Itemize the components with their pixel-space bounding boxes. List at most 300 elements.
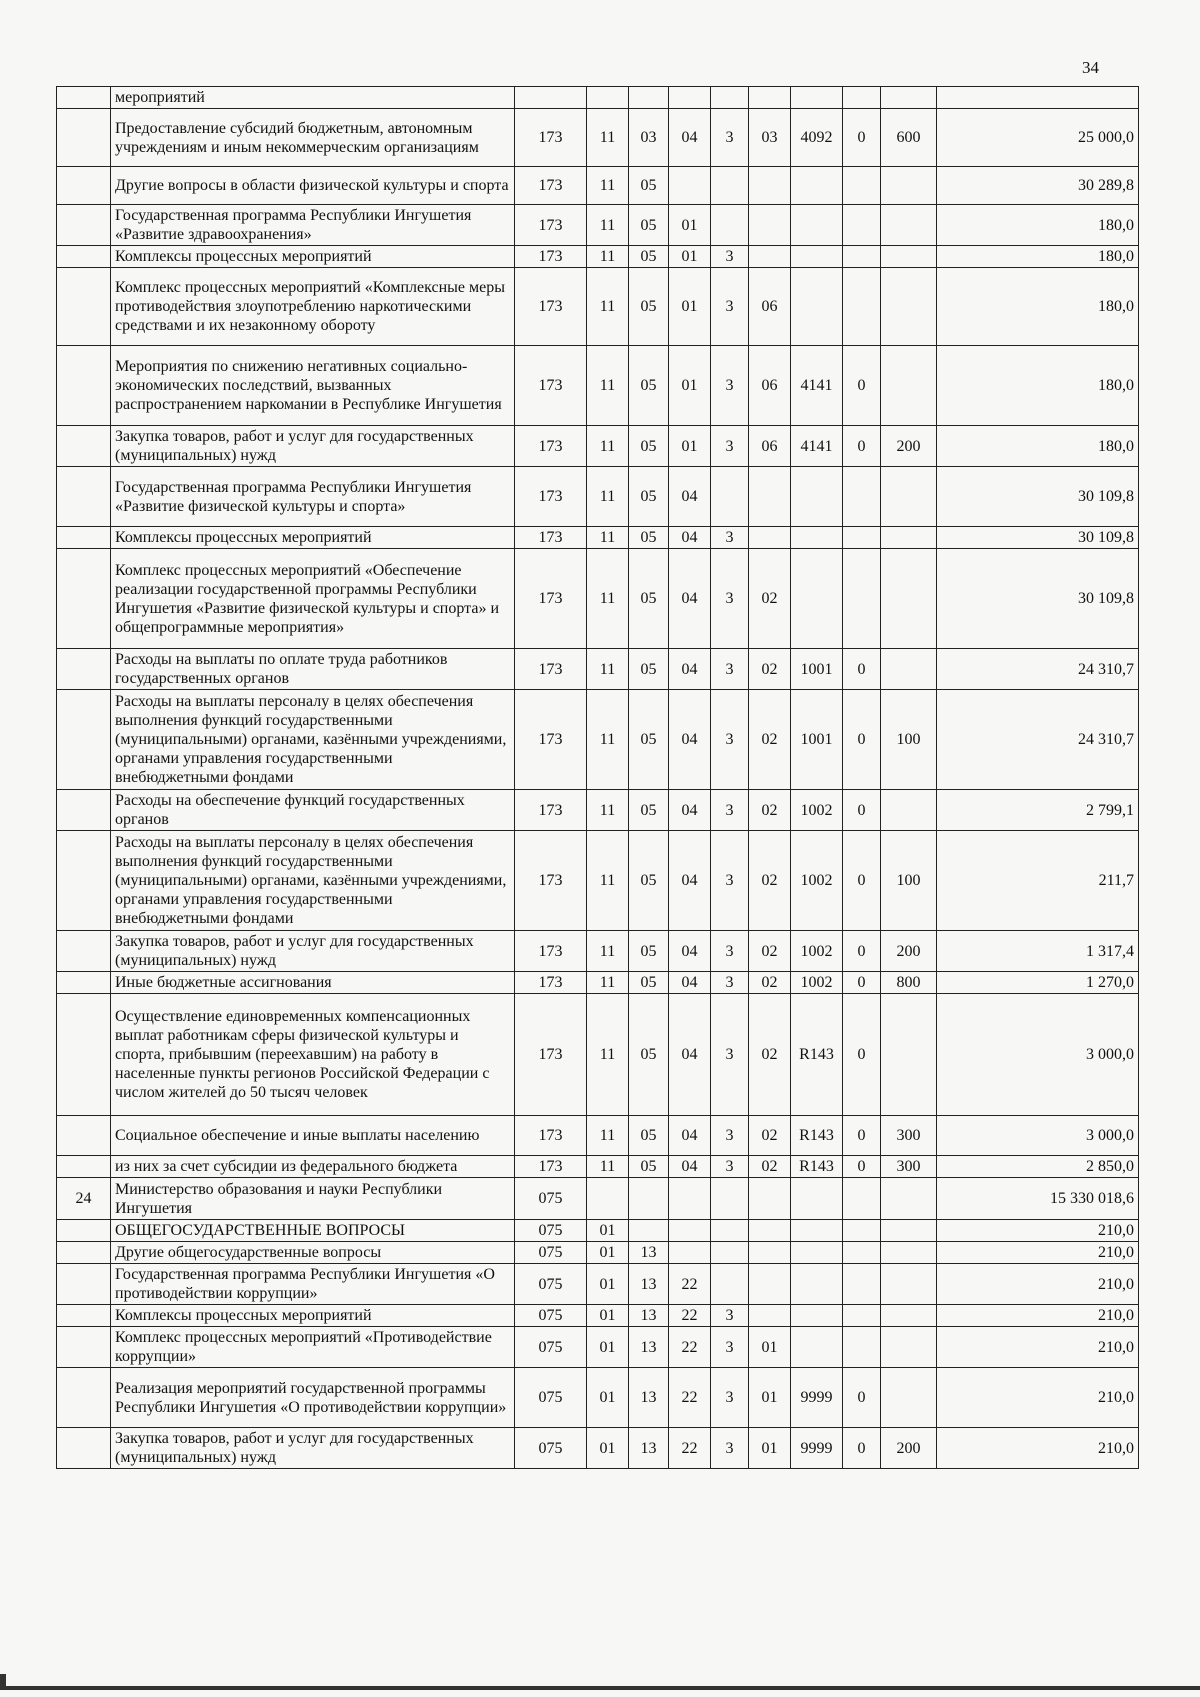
code-subsection-cell: 13 bbox=[629, 1428, 669, 1469]
code-direction-cell bbox=[791, 1242, 843, 1264]
code-subsection-cell: 05 bbox=[629, 1116, 669, 1156]
code-section-cell: 11 bbox=[587, 346, 629, 426]
amount-cell: 30 289,8 bbox=[937, 167, 1139, 205]
table-row bbox=[57, 931, 1139, 972]
code-complex-cell: 02 bbox=[749, 1156, 791, 1178]
code-expense-type-cell: 200 bbox=[881, 1428, 937, 1469]
code-type-cell: 3 bbox=[711, 1428, 749, 1469]
code-extra-cell: 0 bbox=[843, 649, 881, 690]
code-expense-type-cell bbox=[881, 549, 937, 649]
code-type-cell: 3 bbox=[711, 527, 749, 549]
code-extra-cell bbox=[843, 87, 881, 109]
code-subsection-cell bbox=[629, 1178, 669, 1220]
code-complex-cell bbox=[749, 87, 791, 109]
code-direction-cell: 1001 bbox=[791, 649, 843, 690]
code-program-cell: 04 bbox=[669, 109, 711, 167]
code-ministry-cell: 075 bbox=[515, 1242, 587, 1264]
code-subsection-cell: 05 bbox=[629, 931, 669, 972]
code-expense-type-cell bbox=[881, 527, 937, 549]
code-direction-cell: R143 bbox=[791, 1116, 843, 1156]
amount-cell: 30 109,8 bbox=[937, 527, 1139, 549]
row-number-cell bbox=[57, 690, 111, 790]
code-extra-cell bbox=[843, 205, 881, 246]
code-direction-cell bbox=[791, 205, 843, 246]
code-complex-cell: 02 bbox=[749, 1116, 791, 1156]
code-direction-cell: 9999 bbox=[791, 1368, 843, 1428]
code-extra-cell: 0 bbox=[843, 1368, 881, 1428]
table-row bbox=[57, 109, 1139, 167]
code-extra-cell bbox=[843, 268, 881, 346]
row-number-cell bbox=[57, 268, 111, 346]
code-type-cell: 3 bbox=[711, 831, 749, 931]
code-extra-cell: 0 bbox=[843, 1156, 881, 1178]
row-number-cell bbox=[57, 994, 111, 1116]
item-name-cell: Комплекс процессных мероприятий «Обеспечение реализации государственной программы Республики Ингушетия «Развитие физической культуры и спорта» и общепрограммные мероприятия» bbox=[111, 549, 515, 649]
code-section-cell: 11 bbox=[587, 972, 629, 994]
page-number: 34 bbox=[1082, 58, 1099, 77]
code-subsection-cell: 13 bbox=[629, 1242, 669, 1264]
code-expense-type-cell: 100 bbox=[881, 690, 937, 790]
row-number-cell bbox=[57, 1327, 111, 1368]
code-subsection-cell: 05 bbox=[629, 690, 669, 790]
code-ministry-cell: 075 bbox=[515, 1220, 587, 1242]
code-ministry-cell: 173 bbox=[515, 167, 587, 205]
code-expense-type-cell bbox=[881, 649, 937, 690]
code-extra-cell bbox=[843, 167, 881, 205]
table-row bbox=[57, 649, 1139, 690]
code-extra-cell bbox=[843, 527, 881, 549]
code-ministry-cell: 173 bbox=[515, 549, 587, 649]
code-subsection-cell: 05 bbox=[629, 649, 669, 690]
code-expense-type-cell bbox=[881, 1327, 937, 1368]
code-type-cell bbox=[711, 1178, 749, 1220]
item-name-cell: ОБЩЕГОСУДАРСТВЕННЫЕ ВОПРОСЫ bbox=[111, 1220, 515, 1242]
code-type-cell: 3 bbox=[711, 690, 749, 790]
code-program-cell: 04 bbox=[669, 831, 711, 931]
code-section-cell: 11 bbox=[587, 931, 629, 972]
code-subsection-cell: 05 bbox=[629, 205, 669, 246]
code-program-cell: 04 bbox=[669, 931, 711, 972]
amount-cell: 1 317,4 bbox=[937, 931, 1139, 972]
item-name-cell: Расходы на обеспечение функций государственных органов bbox=[111, 790, 515, 831]
row-number-cell bbox=[57, 931, 111, 972]
table-row bbox=[57, 1264, 1139, 1305]
row-number-cell bbox=[57, 1220, 111, 1242]
code-program-cell bbox=[669, 167, 711, 205]
code-extra-cell bbox=[843, 549, 881, 649]
code-type-cell: 3 bbox=[711, 649, 749, 690]
amount-cell: 30 109,8 bbox=[937, 549, 1139, 649]
code-complex-cell: 06 bbox=[749, 268, 791, 346]
table-row bbox=[57, 1156, 1139, 1178]
code-extra-cell bbox=[843, 1178, 881, 1220]
code-type-cell bbox=[711, 1264, 749, 1305]
code-expense-type-cell bbox=[881, 1220, 937, 1242]
item-name-cell: Государственная программа Республики Ингушетия «О противодействии коррупции» bbox=[111, 1264, 515, 1305]
amount-cell: 180,0 bbox=[937, 426, 1139, 467]
amount-cell: 3 000,0 bbox=[937, 994, 1139, 1116]
table-row bbox=[57, 1116, 1139, 1156]
table-row bbox=[57, 1242, 1139, 1264]
code-ministry-cell: 173 bbox=[515, 527, 587, 549]
code-complex-cell: 02 bbox=[749, 994, 791, 1116]
code-direction-cell bbox=[791, 246, 843, 268]
code-subsection-cell: 05 bbox=[629, 972, 669, 994]
code-section-cell: 11 bbox=[587, 527, 629, 549]
code-complex-cell bbox=[749, 205, 791, 246]
code-subsection-cell: 05 bbox=[629, 268, 669, 346]
code-subsection-cell bbox=[629, 1220, 669, 1242]
table-row bbox=[57, 1305, 1139, 1327]
item-name-cell: Закупка товаров, работ и услуг для государственных (муниципальных) нужд bbox=[111, 1428, 515, 1469]
code-section-cell: 01 bbox=[587, 1368, 629, 1428]
code-direction-cell bbox=[791, 1220, 843, 1242]
table-row bbox=[57, 690, 1139, 790]
item-name-cell: Другие общегосударственные вопросы bbox=[111, 1242, 515, 1264]
row-number-cell: 24 bbox=[57, 1178, 111, 1220]
code-direction-cell: 1001 bbox=[791, 690, 843, 790]
code-expense-type-cell: 200 bbox=[881, 931, 937, 972]
code-expense-type-cell bbox=[881, 1178, 937, 1220]
code-ministry-cell: 173 bbox=[515, 931, 587, 972]
code-type-cell bbox=[711, 1220, 749, 1242]
item-name-cell: Предоставление субсидий бюджетным, автономным учреждениям и иным некоммерческим организациям bbox=[111, 109, 515, 167]
code-section-cell: 01 bbox=[587, 1327, 629, 1368]
code-direction-cell: 1002 bbox=[791, 831, 843, 931]
code-direction-cell: R143 bbox=[791, 994, 843, 1116]
code-subsection-cell: 05 bbox=[629, 790, 669, 831]
amount-cell: 210,0 bbox=[937, 1242, 1139, 1264]
code-program-cell: 04 bbox=[669, 1156, 711, 1178]
code-program-cell: 04 bbox=[669, 972, 711, 994]
row-number-cell bbox=[57, 1116, 111, 1156]
code-program-cell bbox=[669, 1178, 711, 1220]
code-ministry-cell: 173 bbox=[515, 1116, 587, 1156]
code-complex-cell bbox=[749, 167, 791, 205]
code-section-cell: 11 bbox=[587, 268, 629, 346]
code-expense-type-cell bbox=[881, 1305, 937, 1327]
code-direction-cell bbox=[791, 167, 843, 205]
code-extra-cell bbox=[843, 1242, 881, 1264]
code-ministry-cell: 173 bbox=[515, 1156, 587, 1178]
item-name-cell: Министерство образования и науки Республики Ингушетия bbox=[111, 1178, 515, 1220]
item-name-cell: Расходы на выплаты персоналу в целях обеспечения выполнения функций государственными (муниципальными) органами, казёнными учреждениями, органами управления государственными внебюджетными фондами bbox=[111, 690, 515, 790]
code-program-cell: 04 bbox=[669, 527, 711, 549]
code-complex-cell: 06 bbox=[749, 346, 791, 426]
code-extra-cell: 0 bbox=[843, 1116, 881, 1156]
code-extra-cell: 0 bbox=[843, 972, 881, 994]
code-section-cell: 11 bbox=[587, 109, 629, 167]
code-section-cell: 11 bbox=[587, 205, 629, 246]
row-number-cell bbox=[57, 1428, 111, 1469]
code-direction-cell bbox=[791, 467, 843, 527]
code-ministry-cell: 173 bbox=[515, 790, 587, 831]
code-type-cell: 3 bbox=[711, 1368, 749, 1428]
code-section-cell: 01 bbox=[587, 1428, 629, 1469]
code-complex-cell: 02 bbox=[749, 931, 791, 972]
code-complex-cell bbox=[749, 1178, 791, 1220]
amount-cell: 3 000,0 bbox=[937, 1116, 1139, 1156]
code-direction-cell: 1002 bbox=[791, 972, 843, 994]
code-complex-cell: 01 bbox=[749, 1428, 791, 1469]
code-program-cell bbox=[669, 1220, 711, 1242]
code-subsection-cell: 05 bbox=[629, 1156, 669, 1178]
item-name-cell: Государственная программа Республики Ингушетия «Развитие здравоохранения» bbox=[111, 205, 515, 246]
amount-cell: 2 799,1 bbox=[937, 790, 1139, 831]
code-expense-type-cell bbox=[881, 1264, 937, 1305]
amount-cell: 210,0 bbox=[937, 1368, 1139, 1428]
code-type-cell: 3 bbox=[711, 1156, 749, 1178]
row-number-cell bbox=[57, 87, 111, 109]
code-ministry-cell: 173 bbox=[515, 972, 587, 994]
code-expense-type-cell: 100 bbox=[881, 831, 937, 931]
row-number-cell bbox=[57, 1264, 111, 1305]
code-extra-cell bbox=[843, 246, 881, 268]
code-direction-cell bbox=[791, 549, 843, 649]
code-complex-cell bbox=[749, 246, 791, 268]
code-program-cell: 01 bbox=[669, 246, 711, 268]
code-section-cell: 11 bbox=[587, 167, 629, 205]
code-extra-cell bbox=[843, 467, 881, 527]
code-program-cell: 22 bbox=[669, 1305, 711, 1327]
code-extra-cell bbox=[843, 1305, 881, 1327]
code-program-cell: 04 bbox=[669, 994, 711, 1116]
amount-cell: 210,0 bbox=[937, 1305, 1139, 1327]
code-program-cell: 04 bbox=[669, 690, 711, 790]
amount-cell: 211,7 bbox=[937, 831, 1139, 931]
code-section-cell: 11 bbox=[587, 994, 629, 1116]
code-section-cell: 01 bbox=[587, 1220, 629, 1242]
code-ministry-cell: 173 bbox=[515, 268, 587, 346]
row-number-cell bbox=[57, 246, 111, 268]
row-number-cell bbox=[57, 549, 111, 649]
code-subsection-cell: 05 bbox=[629, 246, 669, 268]
amount-cell: 180,0 bbox=[937, 246, 1139, 268]
code-ministry-cell: 173 bbox=[515, 649, 587, 690]
code-section-cell: 11 bbox=[587, 790, 629, 831]
code-extra-cell: 0 bbox=[843, 994, 881, 1116]
code-complex-cell: 02 bbox=[749, 649, 791, 690]
code-program-cell: 22 bbox=[669, 1428, 711, 1469]
code-type-cell: 3 bbox=[711, 549, 749, 649]
amount-cell: 210,0 bbox=[937, 1327, 1139, 1368]
code-complex-cell: 02 bbox=[749, 549, 791, 649]
code-program-cell: 04 bbox=[669, 467, 711, 527]
code-direction-cell bbox=[791, 1327, 843, 1368]
code-section-cell: 11 bbox=[587, 649, 629, 690]
code-ministry-cell: 075 bbox=[515, 1178, 587, 1220]
amount-cell: 24 310,7 bbox=[937, 649, 1139, 690]
code-extra-cell bbox=[843, 1264, 881, 1305]
code-expense-type-cell: 800 bbox=[881, 972, 937, 994]
code-ministry-cell: 075 bbox=[515, 1368, 587, 1428]
table-row bbox=[57, 426, 1139, 467]
code-section-cell: 01 bbox=[587, 1242, 629, 1264]
item-name-cell: Иные бюджетные ассигнования bbox=[111, 972, 515, 994]
table-row bbox=[57, 205, 1139, 246]
code-subsection-cell: 05 bbox=[629, 346, 669, 426]
code-ministry-cell: 173 bbox=[515, 690, 587, 790]
row-number-cell bbox=[57, 1305, 111, 1327]
code-complex-cell bbox=[749, 1220, 791, 1242]
table-row bbox=[57, 1327, 1139, 1368]
code-program-cell: 22 bbox=[669, 1368, 711, 1428]
code-ministry-cell: 173 bbox=[515, 346, 587, 426]
table-row bbox=[57, 87, 1139, 109]
code-type-cell: 3 bbox=[711, 268, 749, 346]
code-program-cell: 22 bbox=[669, 1327, 711, 1368]
amount-cell: 210,0 bbox=[937, 1428, 1139, 1469]
amount-cell: 24 310,7 bbox=[937, 690, 1139, 790]
code-direction-cell: 4092 bbox=[791, 109, 843, 167]
table-row bbox=[57, 467, 1139, 527]
item-name-cell: Комплекс процессных мероприятий «Комплексные меры противодействия злоупотреблению наркотическими средствами и их незаконному обороту bbox=[111, 268, 515, 346]
code-direction-cell bbox=[791, 1178, 843, 1220]
code-subsection-cell: 13 bbox=[629, 1264, 669, 1305]
code-ministry-cell: 173 bbox=[515, 246, 587, 268]
row-number-cell bbox=[57, 527, 111, 549]
code-extra-cell: 0 bbox=[843, 931, 881, 972]
code-complex-cell: 03 bbox=[749, 109, 791, 167]
code-ministry-cell: 075 bbox=[515, 1327, 587, 1368]
code-expense-type-cell bbox=[881, 205, 937, 246]
code-program-cell: 01 bbox=[669, 346, 711, 426]
code-subsection-cell: 05 bbox=[629, 831, 669, 931]
code-direction-cell bbox=[791, 268, 843, 346]
code-section-cell bbox=[587, 1178, 629, 1220]
code-program-cell bbox=[669, 87, 711, 109]
code-direction-cell: 4141 bbox=[791, 426, 843, 467]
row-number-cell bbox=[57, 205, 111, 246]
table-row bbox=[57, 1220, 1139, 1242]
code-ministry-cell: 173 bbox=[515, 205, 587, 246]
row-number-cell bbox=[57, 1156, 111, 1178]
code-extra-cell: 0 bbox=[843, 690, 881, 790]
code-type-cell bbox=[711, 1242, 749, 1264]
code-subsection-cell: 05 bbox=[629, 467, 669, 527]
code-subsection-cell: 13 bbox=[629, 1327, 669, 1368]
code-subsection-cell bbox=[629, 87, 669, 109]
code-direction-cell bbox=[791, 1305, 843, 1327]
amount-cell: 15 330 018,6 bbox=[937, 1178, 1139, 1220]
row-number-cell bbox=[57, 426, 111, 467]
code-complex-cell: 02 bbox=[749, 790, 791, 831]
row-number-cell bbox=[57, 649, 111, 690]
code-subsection-cell: 05 bbox=[629, 994, 669, 1116]
code-direction-cell: 1002 bbox=[791, 931, 843, 972]
code-expense-type-cell bbox=[881, 1242, 937, 1264]
code-section-cell: 11 bbox=[587, 690, 629, 790]
code-subsection-cell: 13 bbox=[629, 1368, 669, 1428]
code-program-cell: 04 bbox=[669, 790, 711, 831]
item-name-cell: Государственная программа Республики Ингушетия «Развитие физической культуры и спорта» bbox=[111, 467, 515, 527]
budget-table bbox=[56, 86, 1139, 1469]
code-program-cell: 22 bbox=[669, 1264, 711, 1305]
code-complex-cell bbox=[749, 527, 791, 549]
code-expense-type-cell bbox=[881, 1368, 937, 1428]
amount-cell: 180,0 bbox=[937, 205, 1139, 246]
code-complex-cell: 02 bbox=[749, 831, 791, 931]
code-extra-cell: 0 bbox=[843, 109, 881, 167]
row-number-cell bbox=[57, 167, 111, 205]
code-ministry-cell: 173 bbox=[515, 467, 587, 527]
table-row bbox=[57, 1428, 1139, 1469]
code-subsection-cell: 13 bbox=[629, 1305, 669, 1327]
code-ministry-cell: 173 bbox=[515, 109, 587, 167]
table-row bbox=[57, 346, 1139, 426]
amount-cell: 180,0 bbox=[937, 268, 1139, 346]
code-complex-cell: 02 bbox=[749, 972, 791, 994]
table-row bbox=[57, 527, 1139, 549]
code-type-cell bbox=[711, 87, 749, 109]
item-name-cell: Социальное обеспечение и иные выплаты населению bbox=[111, 1116, 515, 1156]
table-body bbox=[57, 87, 1139, 1469]
code-direction-cell: 9999 bbox=[791, 1428, 843, 1469]
code-type-cell bbox=[711, 205, 749, 246]
table-row bbox=[57, 790, 1139, 831]
code-expense-type-cell: 200 bbox=[881, 426, 937, 467]
code-program-cell: 01 bbox=[669, 205, 711, 246]
code-complex-cell bbox=[749, 1264, 791, 1305]
code-expense-type-cell bbox=[881, 167, 937, 205]
code-direction-cell: 4141 bbox=[791, 346, 843, 426]
row-number-cell bbox=[57, 467, 111, 527]
code-program-cell: 04 bbox=[669, 549, 711, 649]
code-program-cell: 04 bbox=[669, 1116, 711, 1156]
item-name-cell: Закупка товаров, работ и услуг для государственных (муниципальных) нужд bbox=[111, 931, 515, 972]
code-section-cell: 01 bbox=[587, 1264, 629, 1305]
amount-cell: 210,0 bbox=[937, 1220, 1139, 1242]
item-name-cell: Комплексы процессных мероприятий bbox=[111, 1305, 515, 1327]
code-expense-type-cell bbox=[881, 994, 937, 1116]
row-number-cell bbox=[57, 1242, 111, 1264]
item-name-cell: Расходы на выплаты персоналу в целях обеспечения выполнения функций государственными (муниципальными) органами, казёнными учреждениями, органами управления государственными внебюджетными фондами bbox=[111, 831, 515, 931]
code-complex-cell bbox=[749, 467, 791, 527]
amount-cell: 1 270,0 bbox=[937, 972, 1139, 994]
code-direction-cell bbox=[791, 87, 843, 109]
table-row bbox=[57, 167, 1139, 205]
code-extra-cell: 0 bbox=[843, 831, 881, 931]
code-direction-cell: 1002 bbox=[791, 790, 843, 831]
row-number-cell bbox=[57, 790, 111, 831]
row-number-cell bbox=[57, 831, 111, 931]
code-type-cell: 3 bbox=[711, 426, 749, 467]
code-subsection-cell: 05 bbox=[629, 527, 669, 549]
code-subsection-cell: 05 bbox=[629, 426, 669, 467]
item-name-cell: Реализация мероприятий государственной программы Республики Ингушетия «О противодействии коррупции» bbox=[111, 1368, 515, 1428]
code-program-cell: 01 bbox=[669, 268, 711, 346]
item-name-cell: Мероприятия по снижению негативных социально-экономических последствий, вызванных распространением наркомании в Республике Ингушетия bbox=[111, 346, 515, 426]
code-complex-cell bbox=[749, 1305, 791, 1327]
code-type-cell: 3 bbox=[711, 1305, 749, 1327]
item-name-cell: Комплексы процессных мероприятий bbox=[111, 246, 515, 268]
amount-cell: 210,0 bbox=[937, 1264, 1139, 1305]
row-number-cell bbox=[57, 1368, 111, 1428]
code-complex-cell: 01 bbox=[749, 1327, 791, 1368]
code-expense-type-cell bbox=[881, 467, 937, 527]
table-row bbox=[57, 1368, 1139, 1428]
code-ministry-cell bbox=[515, 87, 587, 109]
code-section-cell: 11 bbox=[587, 467, 629, 527]
amount-cell: 30 109,8 bbox=[937, 467, 1139, 527]
code-type-cell: 3 bbox=[711, 1116, 749, 1156]
amount-cell: 180,0 bbox=[937, 346, 1139, 426]
item-name-cell: Другие вопросы в области физической культуры и спорта bbox=[111, 167, 515, 205]
item-name-cell: из них за счет субсидии из федерального бюджета bbox=[111, 1156, 515, 1178]
code-ministry-cell: 173 bbox=[515, 426, 587, 467]
code-type-cell bbox=[711, 467, 749, 527]
code-extra-cell: 0 bbox=[843, 790, 881, 831]
